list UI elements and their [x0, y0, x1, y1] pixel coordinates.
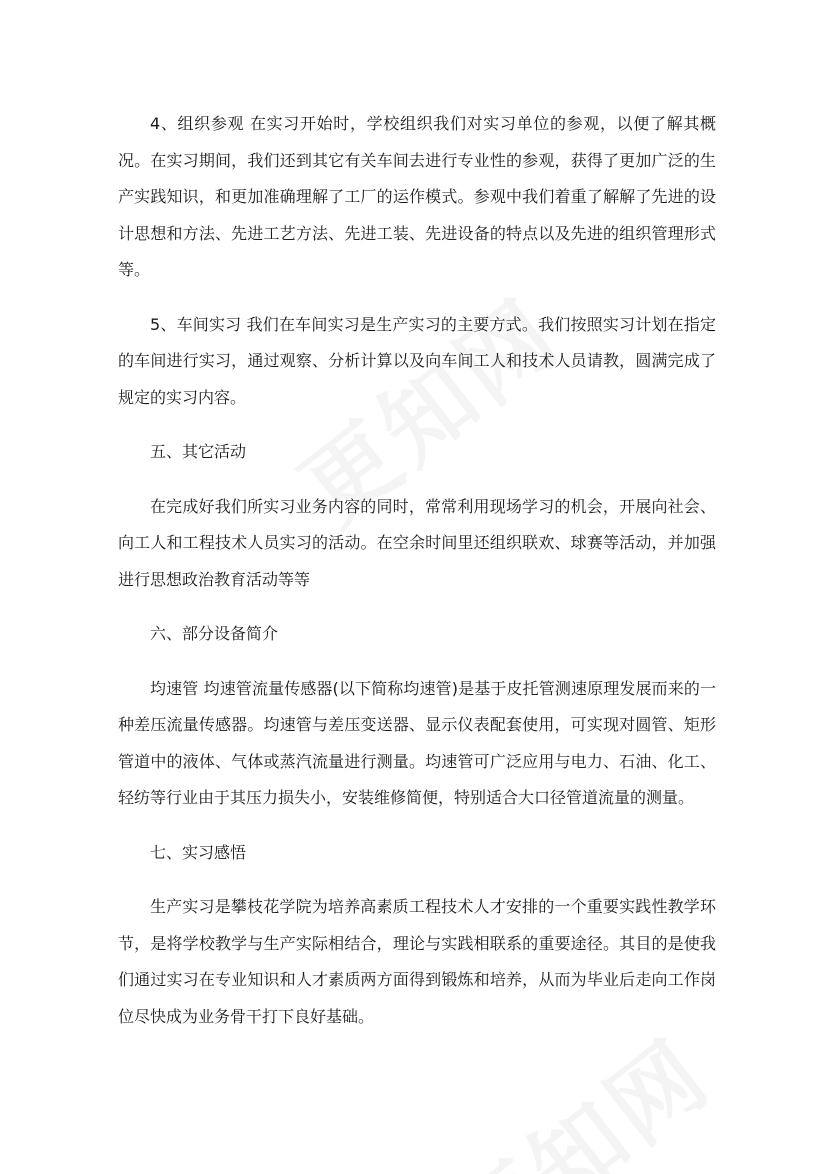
paragraph-visit: 4、组织参观 在实习开始时，学校组织我们对实习单位的参观，以便了解其概况。在实习期间，我们还到其它有关车间去进行专业性的参观，获得了更加广泛的生产实践知识，和更加准确理解了工厂的运作模式。参观中我们着重了解解了先进的设计思想和方法、先进工艺方法、先进工装、先进设备的特点以及先进的组织管理形式等。: [118, 114, 716, 279]
paragraph-reflection: 生产实习是攀枝花学院为培养高素质工程技术人才安排的一个重要实践性教学环节，是将学校教学与生产实际相结合，理论与实践相联系的重要途径。其目的是使我们通过实习在专业知识和人才素质两方面得到锻炼和培养，从而为毕业后走向工作岗位尽快成为业务骨干打下良好基础。: [118, 897, 716, 1026]
document-body: [118, 106, 716, 1053]
section-heading-reflection: 七、实习感悟: [150, 842, 247, 862]
section-heading-other-activities: 五、其它活动: [150, 442, 247, 461]
paragraph-other-activities: 在完成好我们所实习业务内容的同时，常常利用现场学习的机会，开展向社会、向工人和工程技术人员实习的活动。在空余时间里还组织联欢、球赛等活动，并加强进行思想政治教育活动等等: [118, 496, 716, 589]
section-heading-equipment: 六、部分设备简介: [150, 624, 279, 643]
paragraph-equipment: 均速管 均速管流量传感器(以下简称均速管)是基于皮托管测速原理发展而来的一种差压流量传感器。均速管与差压变送器、显示仪表配套使用，可实现对圆管、矩形管道中的液体、气体或蒸汽流量进行测量。均速管可广泛应用与电力、石油、化工、轻纺等行业由于其压力损失小，安装维修简便，特别适合大口径管道流量的测量。: [118, 678, 716, 807]
paragraph-workshop: 5、车间实习 我们在车间实习是生产实习的主要方式。我们按照实习计划在指定的车间进行实习，通过观察、分析计算以及向车间工人和技术人员请教，圆满完成了规定的实习内容。: [118, 314, 716, 407]
